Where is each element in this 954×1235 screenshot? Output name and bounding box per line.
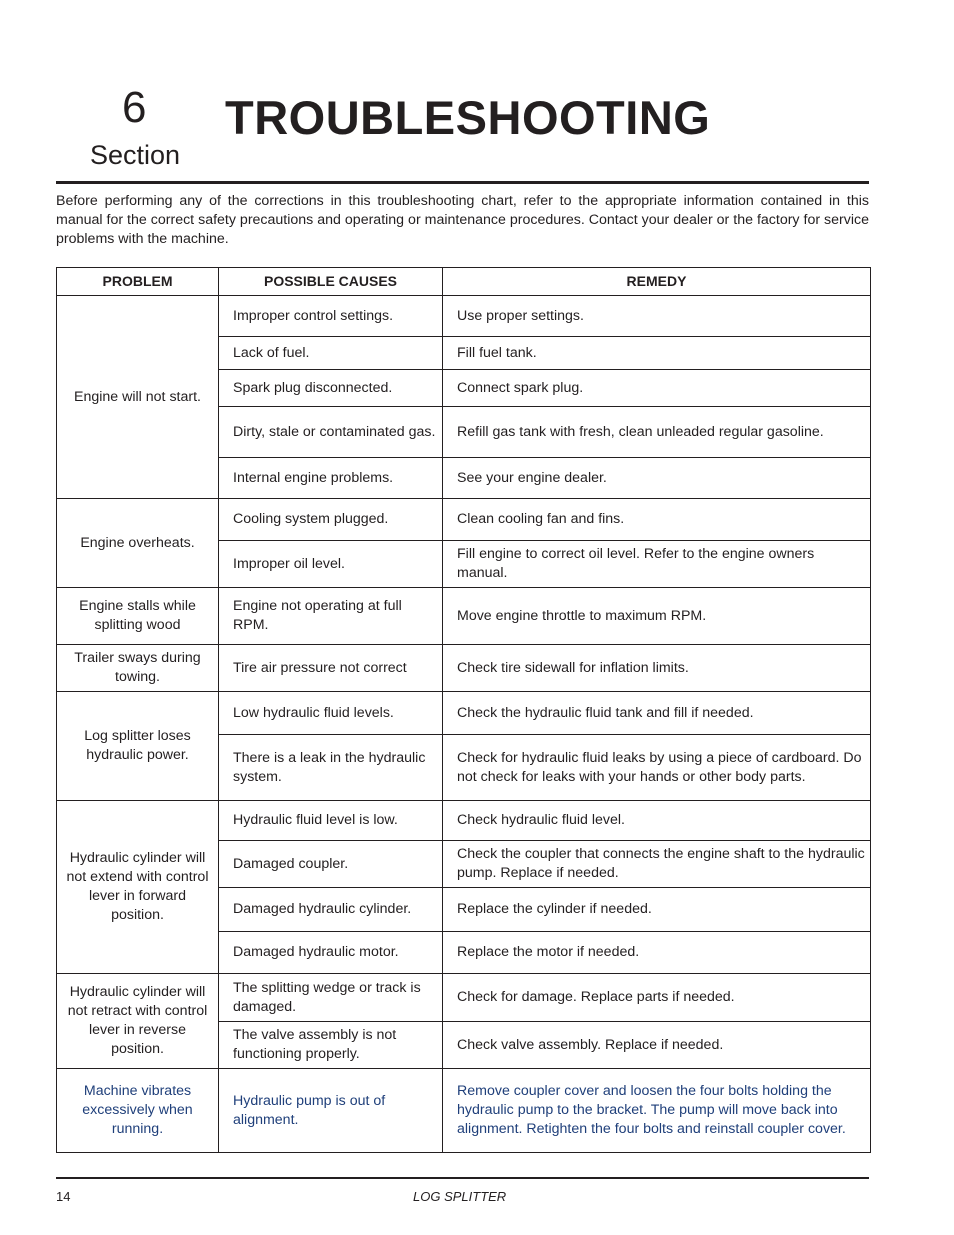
cause-cell: Low hydraulic fluid levels.	[219, 692, 443, 735]
remedy-cell: Check tire sidewall for inflation limits.	[443, 645, 871, 692]
remedy-cell: Check valve assembly. Replace if needed.	[443, 1022, 871, 1069]
table-row	[57, 692, 871, 735]
cause-cell: Damaged hydraulic motor.	[219, 932, 443, 974]
problem-cell: Log splitter loses hydraulic power.	[57, 692, 219, 801]
footer-divider	[56, 1177, 869, 1179]
remedy-cell: Connect spark plug.	[443, 370, 871, 407]
table-header-row	[57, 268, 871, 296]
cause-cell: The valve assembly is not functioning properly.	[219, 1022, 443, 1069]
cause-cell: Hydraulic fluid level is low.	[219, 801, 443, 841]
remedy-cell: Check the coupler that connects the engine shaft to the hydraulic pump. Replace if needed.	[443, 841, 871, 888]
remedy-cell: Move engine throttle to maximum RPM.	[443, 588, 871, 645]
remedy-cell: Remove coupler cover and loosen the four bolts holding the hydraulic pump to the bracket. The pump will move back into alignment. Retighten the four bolts and reinstall coupler cover.	[443, 1069, 871, 1153]
problem-cell: Engine will not start.	[57, 296, 219, 499]
table-row	[57, 296, 871, 337]
remedy-cell: Use proper settings.	[443, 296, 871, 337]
column-header-problem: PROBLEM	[57, 268, 219, 296]
cause-cell: Engine not operating at full RPM.	[219, 588, 443, 645]
cause-cell: Improper control settings.	[219, 296, 443, 337]
intro-paragraph: Before performing any of the corrections in this troubleshooting chart, refer to the appropriate information contained in this manual for the correct safety precautions and operating or maintenance procedures. Contact your dealer or the factory for service problems with the machine.	[56, 193, 869, 247]
header-divider	[56, 181, 869, 184]
problem-cell: Engine overheats.	[57, 499, 219, 588]
column-header-remedy: REMEDY	[443, 268, 871, 296]
remedy-cell: Fill fuel tank.	[443, 337, 871, 370]
problem-cell: Hydraulic cylinder will not retract with control lever in reverse position.	[57, 974, 219, 1069]
table-row	[57, 588, 871, 645]
table-row	[57, 801, 871, 841]
remedy-cell: Check hydraulic fluid level.	[443, 801, 871, 841]
cause-cell: Hydraulic pump is out of alignment.	[219, 1069, 443, 1153]
page-title: TROUBLESHOOTING	[225, 91, 711, 144]
problem-cell: Trailer sways during towing.	[57, 645, 219, 692]
remedy-cell: See your engine dealer.	[443, 458, 871, 499]
cause-cell: Spark plug disconnected.	[219, 370, 443, 407]
section-number: 6	[122, 83, 147, 132]
table-row	[57, 974, 871, 1022]
cause-cell: The splitting wedge or track is damaged.	[219, 974, 443, 1022]
cause-cell: Damaged coupler.	[219, 841, 443, 888]
troubleshooting-table	[56, 267, 871, 1153]
remedy-cell: Check the hydraulic fluid tank and fill if needed.	[443, 692, 871, 735]
column-header-causes: POSSIBLE CAUSES	[219, 268, 443, 296]
cause-cell: Improper oil level.	[219, 541, 443, 588]
problem-cell: Hydraulic cylinder will not extend with control lever in forward position.	[57, 801, 219, 974]
remedy-cell: Check for damage. Replace parts if needed.	[443, 974, 871, 1022]
table-row	[57, 499, 871, 541]
cause-cell: Damaged hydraulic cylinder.	[219, 888, 443, 932]
problem-cell: Machine vibrates excessively when running.	[57, 1069, 219, 1153]
cause-cell: There is a leak in the hydraulic system.	[219, 735, 443, 801]
page-number: 14	[56, 1189, 71, 1204]
table-row	[57, 1069, 871, 1153]
table-row	[57, 645, 871, 692]
cause-cell: Internal engine problems.	[219, 458, 443, 499]
cause-cell: Lack of fuel.	[219, 337, 443, 370]
remedy-cell: Refill gas tank with fresh, clean unleaded regular gasoline.	[443, 407, 871, 458]
remedy-cell: Replace the motor if needed.	[443, 932, 871, 974]
problem-cell: Engine stalls while splitting wood	[57, 588, 219, 645]
remedy-cell: Replace the cylinder if needed.	[443, 888, 871, 932]
remedy-cell: Clean cooling fan and fins.	[443, 499, 871, 541]
cause-cell: Tire air pressure not correct	[219, 645, 443, 692]
remedy-cell: Fill engine to correct oil level. Refer to the engine owners manual.	[443, 541, 871, 588]
section-label: Section	[90, 140, 181, 170]
footer-product-name: LOG SPLITTER	[413, 1189, 507, 1204]
cause-cell: Cooling system plugged.	[219, 499, 443, 541]
cause-cell: Dirty, stale or contaminated gas.	[219, 407, 443, 458]
remedy-cell: Check for hydraulic fluid leaks by using a piece of cardboard. Do not check for leaks with your hands or other body parts.	[443, 735, 871, 801]
